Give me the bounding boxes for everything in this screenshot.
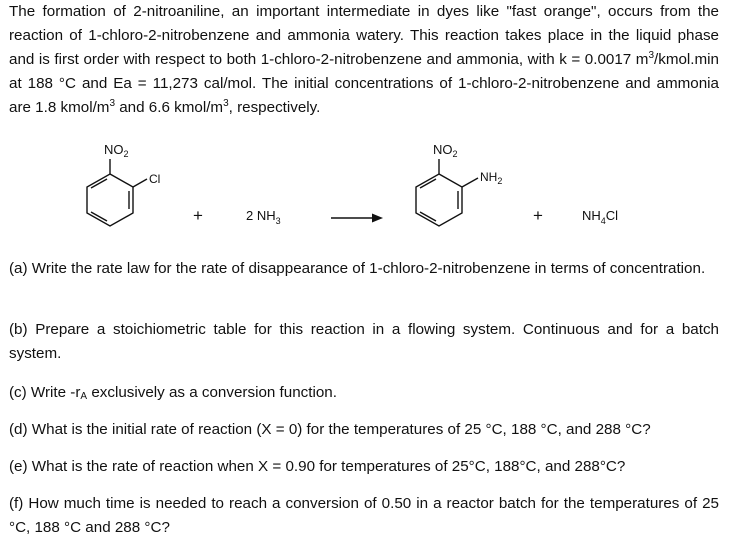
product2-ammonium-chloride: $NH_4Cl$ bbox=[582, 208, 619, 226]
product-nitroaniline bbox=[416, 159, 478, 226]
question-b: (b) Prepare a stoichiometric table for this reaction in a flowing system. Continuous and for a batch system. bbox=[9, 321, 719, 362]
question-d: (d) What is the initial rate of reaction (X = 0) for the temperatures of 25 °C, 188 °C, and 288 °C? bbox=[9, 421, 651, 438]
intro-text-4: , respectively. bbox=[228, 99, 321, 116]
product1-nh2-label: $NH_2$ bbox=[480, 170, 503, 186]
intro-text-3: and 6.6 kmol/m bbox=[115, 99, 224, 116]
question-c-sub: A bbox=[80, 391, 88, 402]
plus-sign-1: + bbox=[193, 206, 203, 225]
reactant-chloronitrobenzene bbox=[87, 159, 147, 226]
problem-statement bbox=[9, 0, 719, 120]
reaction-arrow bbox=[331, 214, 383, 223]
intro-text-1: The formation of 2-nitroaniline, an important intermediate in dyes like "fast orange", occurs from the reaction of 1-chloro-2-nitrobenzene and ammonia watery. This reaction takes place in the liquid phase and is first order with respect to both 1-chloro-2-nitrobenzene and ammonia, with k = 0.0017 m bbox=[9, 3, 719, 68]
question-c-pre: (c) Write -r bbox=[9, 384, 81, 401]
question-a: (a) Write the rate law for the rate of disappearance of 1-chloro-2-nitrobenzene in terms of concentration. bbox=[9, 260, 706, 277]
reactant1-cl-label: Cl bbox=[149, 172, 161, 186]
bond-cl-1 bbox=[133, 179, 147, 187]
reactant1-no2-label: $NO_2$ bbox=[104, 142, 129, 159]
intro-sup-1: 3 bbox=[648, 49, 655, 61]
reactant2-ammonia: 2 $NH_3$ bbox=[246, 208, 281, 226]
intro-sup-2: 3 bbox=[109, 97, 116, 109]
reaction-scheme bbox=[0, 138, 736, 248]
question-f: (f) How much time is needed to reach a conversion of 0.50 in a reactor batch for the temperatures of 25 °C, 188 °C and 288 °C? bbox=[9, 495, 719, 536]
plus-sign-2: + bbox=[533, 206, 543, 225]
intro-sup-3: 3 bbox=[223, 97, 229, 109]
intro-text-2: /kmol.min at 188 °C and Ea = 11,273 cal/mol. The initial concentrations of 1-chloro-2-nitrobenzene and ammonia are 1.8 kmol/m bbox=[9, 51, 719, 116]
benzene-ring-1 bbox=[87, 174, 133, 226]
question-c-post: exclusively as a conversion function. bbox=[87, 384, 337, 401]
product1-no2-label: $NO_2$ bbox=[433, 142, 458, 159]
benzene-ring-2 bbox=[416, 174, 462, 226]
question-c bbox=[9, 381, 719, 405]
question-e: (e) What is the rate of reaction when X = 0.90 for temperatures of 25°C, 188°C, and 288°C? bbox=[9, 458, 626, 475]
bond-nh2 bbox=[462, 178, 478, 187]
